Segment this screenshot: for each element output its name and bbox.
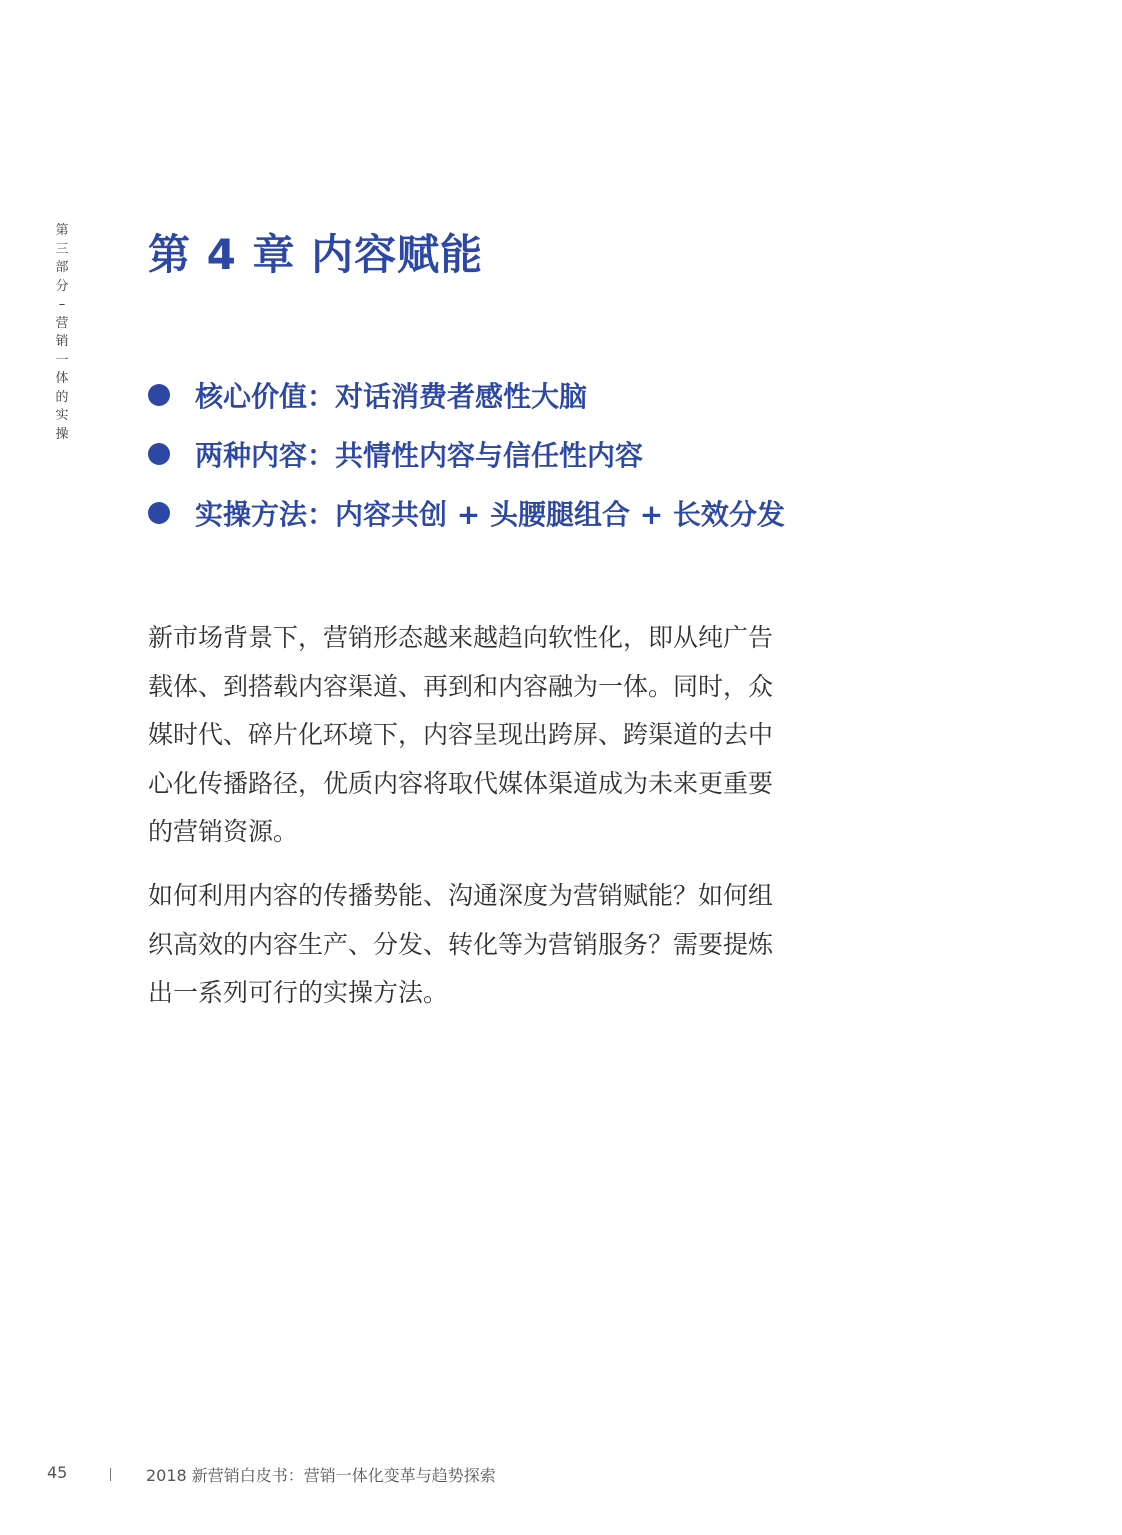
- bullet-dot-icon: [148, 384, 170, 406]
- key-point-text: 两种内容：共情性内容与信任性内容: [195, 438, 644, 472]
- chapter-title: 第 4 章 内容赋能: [148, 230, 484, 279]
- page-number: 45: [47, 1463, 68, 1482]
- side-label-char: 营: [55, 315, 69, 331]
- body-paragraph: 新市场背景下，营销形态越来越趋向软性化，即从纯广告载体、到搭载内容渠道、再到和内容融为一体。同时，众媒时代、碎片化环境下，内容呈现出跨屏、跨渠道的去中心化传播路径，优质内容将取代媒体渠道成为未来更重要的营销资源。: [148, 623, 774, 846]
- part-side-label: [52, 222, 72, 444]
- side-label-char: 的: [55, 389, 69, 405]
- key-point-item: [148, 424, 785, 483]
- side-label-char: 部: [55, 260, 69, 275]
- side-label-char: 三: [55, 241, 69, 257]
- side-label-char: 销: [55, 334, 69, 349]
- side-label-char: 分: [55, 278, 69, 294]
- book-title: 2018 新营销白皮书：营销一体化变革与趋势探索: [146, 1466, 496, 1485]
- bullet-dot-icon: [148, 502, 170, 524]
- body-paragraph: 如何利用内容的传播势能、沟通深度为营销赋能？如何组织高效的内容生产、分发、转化等为营销服务？需要提炼出一系列可行的实操方法。: [148, 881, 774, 1007]
- side-label-char: 第: [55, 223, 69, 238]
- footer-divider: [110, 1468, 111, 1481]
- key-point-text: 核心价值：对话消费者感性大脑: [195, 379, 588, 413]
- side-label-char: 操: [55, 426, 69, 442]
- bullet-dot-icon: [148, 443, 170, 465]
- side-label-char: 一: [55, 352, 69, 368]
- key-point-item: [148, 365, 785, 424]
- side-label-char: –: [58, 297, 66, 312]
- key-point-text: 实操方法：内容共创 + 头腰腿组合 + 长效分发: [195, 497, 785, 531]
- page-footer: [0, 1460, 1122, 1490]
- key-points-list: [148, 365, 785, 542]
- key-point-item: [148, 483, 785, 542]
- side-label-char: 实: [55, 408, 69, 423]
- side-label-char: 体: [55, 371, 69, 386]
